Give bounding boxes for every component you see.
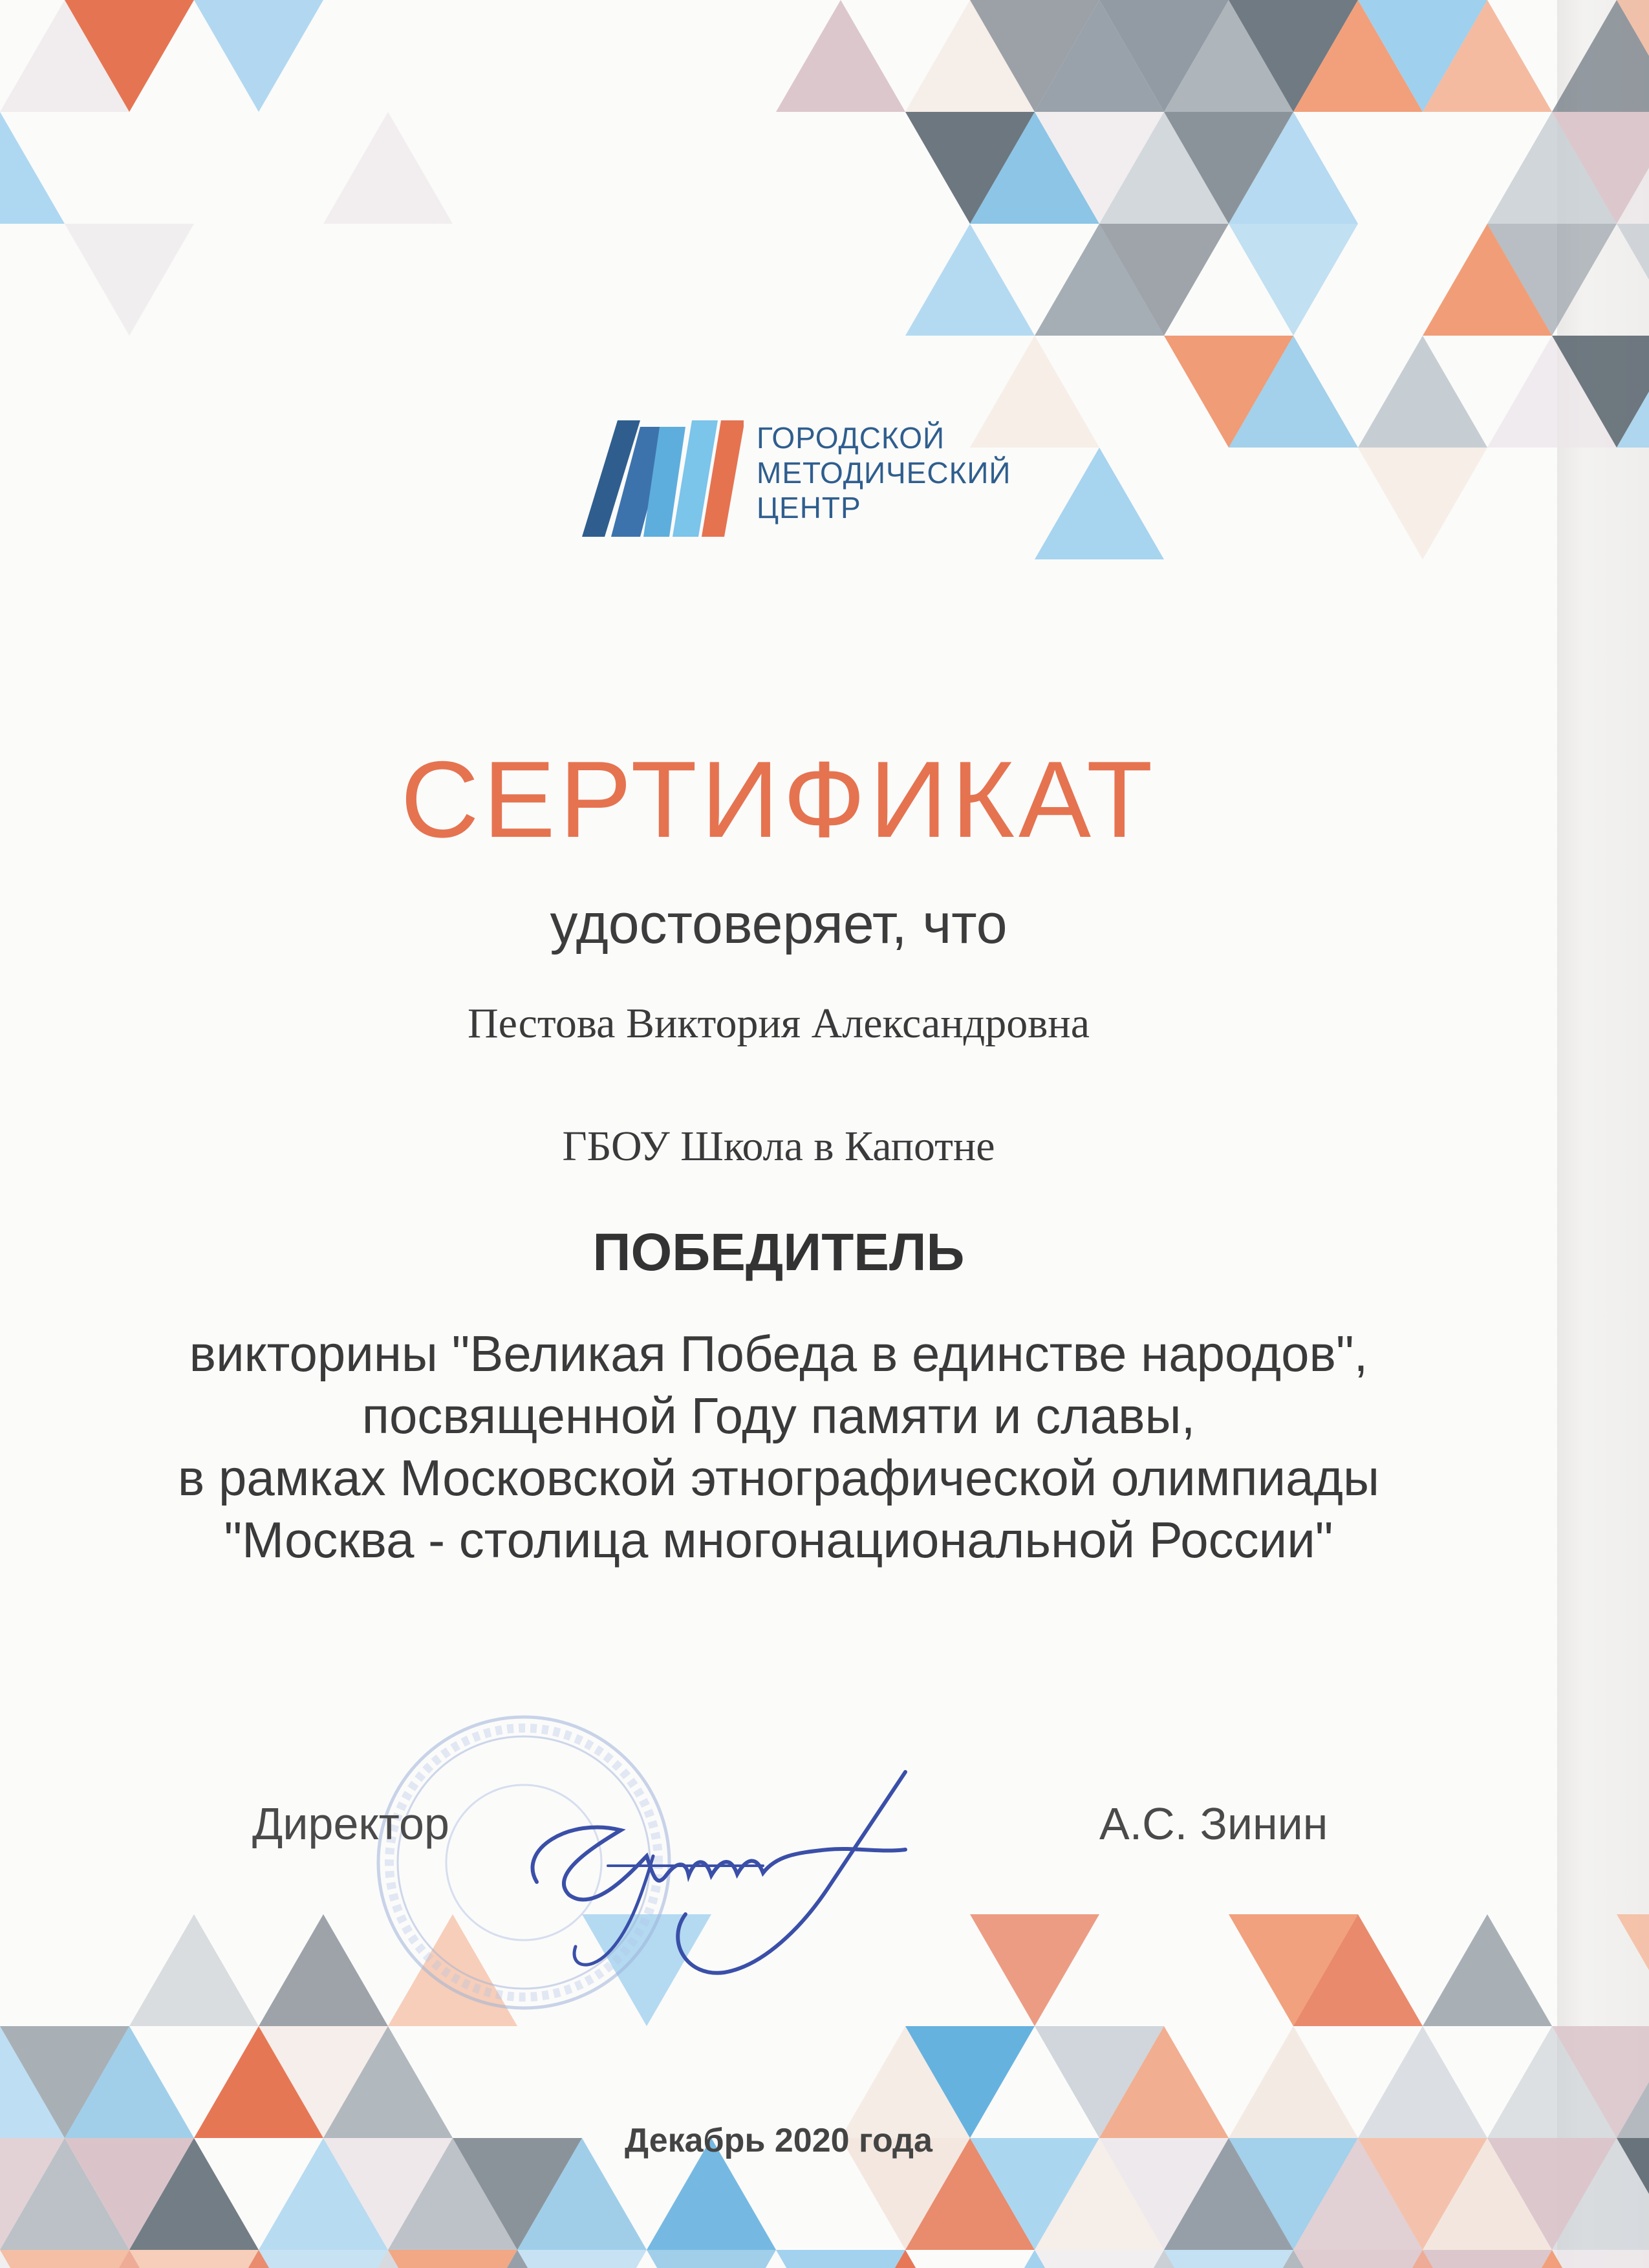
pattern-triangle [1229,224,1358,336]
pattern-triangle [1035,2250,1164,2268]
logo-text [757,420,1011,525]
pattern-triangle [129,2250,259,2268]
pattern-triangle [776,2250,905,2268]
pattern-triangle [259,2250,388,2268]
logo-line-2: МЕТОДИЧЕСКИЙ [757,456,1011,490]
pattern-triangle [388,2250,517,2268]
description-line-4: "Москва - столица многонациональной России" [224,1511,1333,1568]
recipient-school: ГБОУ Школа в Капотне [562,1123,995,1170]
certificate-title: СЕРТИФИКАТ [400,739,1157,860]
pattern-triangle [1423,2250,1552,2268]
pattern-triangle [1358,336,1487,448]
handwritten-signature-icon [491,1720,983,1992]
recipient-name: Пестова Виктория Александровна [467,1000,1090,1047]
pattern-triangle [1552,2250,1649,2268]
description-line-1: викторины "Великая Победа в единстве народов", [189,1325,1368,1382]
signature-block [0,1669,1557,1953]
organization-logo [582,414,1073,550]
pattern-triangle [517,2250,647,2268]
pattern-triangle [1293,2250,1423,2268]
pattern-triangle [647,2250,776,2268]
award-status: ПОБЕДИТЕЛЬ [592,1223,965,1282]
pattern-triangle [194,0,323,112]
logo-line-1: ГОРОДСКОЙ [757,421,945,455]
logo-line-3: ЦЕНТР [757,491,861,524]
pattern-triangle [323,112,453,224]
certificate-subtitle: удостоверяет, что [550,893,1008,955]
issue-date: Декабрь 2020 года [625,2122,932,2159]
description-line-2: посвященной Году памяти и славы, [361,1387,1196,1444]
award-description [0,1323,1557,1571]
logo-mark-icon [582,414,744,543]
pattern-triangle [1164,2250,1293,2268]
pattern-triangle [1358,448,1487,559]
director-label: Директор [252,1798,449,1849]
signer-name: А.С. Зинин [1099,1798,1328,1849]
pattern-triangle [0,112,65,224]
pattern-triangle [65,224,194,336]
description-line-3: в рамках Московской этнографической олимпиады [177,1449,1380,1506]
pattern-triangle [776,0,905,112]
pattern-triangle [0,2250,129,2268]
pattern-triangle [905,224,1035,336]
